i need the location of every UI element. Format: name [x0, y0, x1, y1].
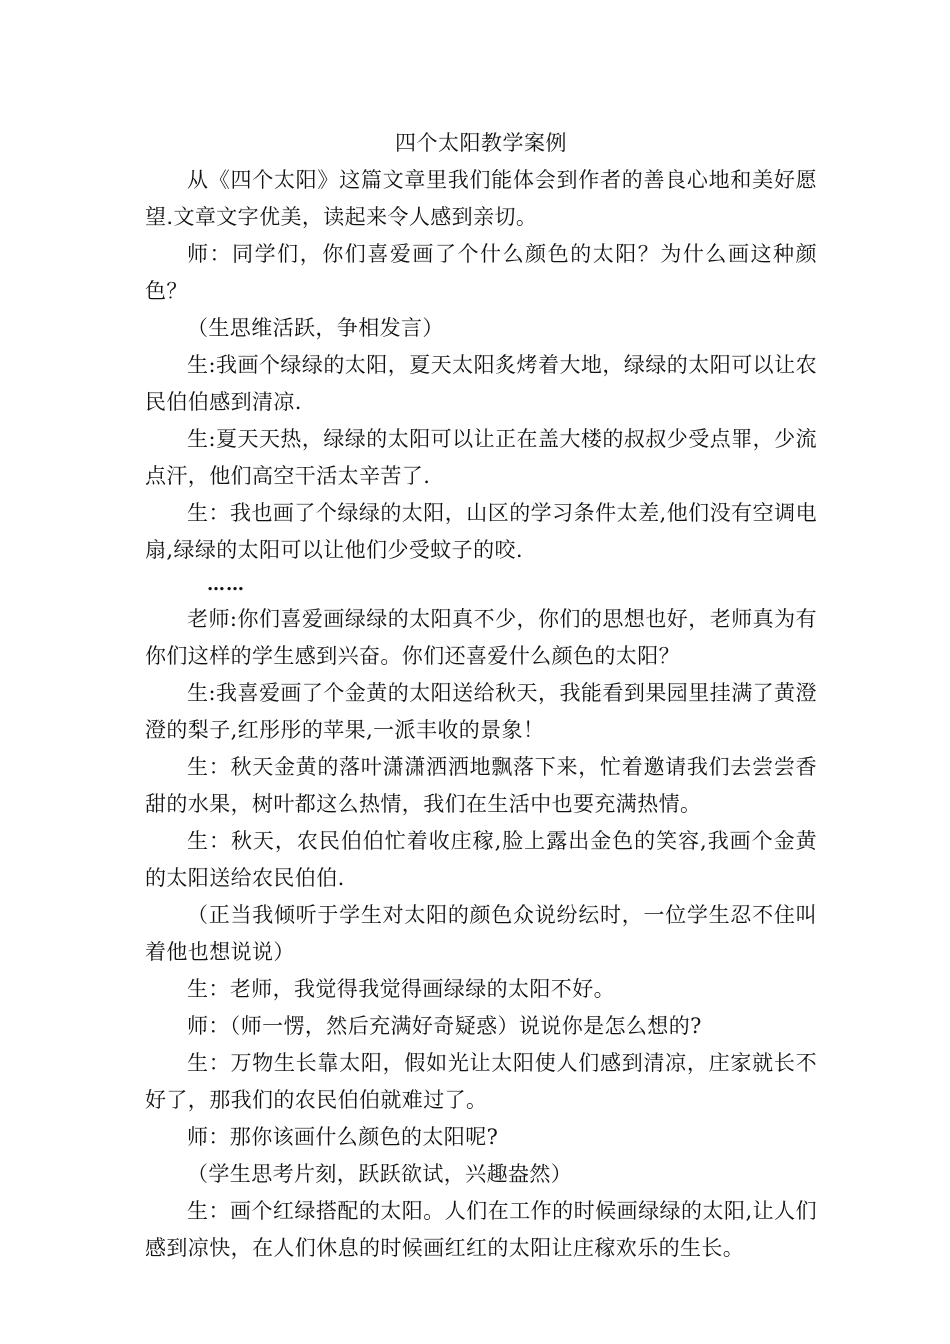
document-body: [145, 124, 817, 1267]
paragraph-teacher: 师：那你该画什么颜色的太阳呢?: [187, 1125, 499, 1149]
paragraph-teacher: 师：（师一愣，然后充满好奇疑惑）说说你是怎么想的?: [187, 1014, 702, 1038]
paragraph-note: （正当我倾听于学生对太阳的颜色众说纷纭时，一位学生忍不住叫着他也想说说）: [145, 903, 817, 964]
paragraph-note: （生思维活跃，争相发言）: [187, 316, 444, 340]
ellipsis: ……: [207, 574, 245, 595]
paragraph-student: 生:我喜爱画了个金黄的太阳送给秋天，我能看到果园里挂满了黄澄澄的梨子,红彤彤的苹果,一派丰收的景象！: [145, 681, 817, 742]
document-title: 四个太阳教学案例: [395, 131, 567, 155]
paragraph-student: 生：秋天金黄的落叶潇潇洒洒地飘落下来，忙着邀请我们去尝尝香甜的水果，树叶都这么热情，我们在生活中也要充满热情。: [145, 755, 817, 816]
paragraph-student: 生:我画个绿绿的太阳，夏天太阳炙烤着大地，绿绿的太阳可以让农民伯伯感到清凉.: [145, 353, 817, 414]
paragraph-note: （学生思考片刻，跃跃欲试，兴趣盎然）: [187, 1162, 573, 1186]
paragraph-student: 生：我也画了个绿绿的太阳，山区的学习条件太差,他们没有空调电扇,绿绿的太阳可以让他们少受蚊子的咬.: [145, 501, 817, 562]
paragraph-teacher-question: 师：同学们，你们喜爱画了个什么颜色的太阳？为什么画这种颜色？: [145, 242, 817, 303]
paragraph-student: 生：老师，我觉得我觉得画绿绿的太阳不好。: [187, 977, 615, 1001]
paragraph-intro: 从《四个太阳》这篇文章里我们能体会到作者的善良心地和美好愿望.文章文字优美，读起来令人感到亲切。: [145, 168, 817, 229]
paragraph-student: 生：秋天，农民伯伯忙着收庄稼,脸上露出金色的笑容,我画个金黄的太阳送给农民伯伯.: [145, 829, 817, 890]
paragraph-student: 生:夏天天热，绿绿的太阳可以让正在盖大楼的叔叔少受点罪，少流点汗，他们高空干活太辛苦了.: [145, 427, 817, 488]
paragraph-student: 生：画个红绿搭配的太阳。人们在工作的时候画绿绿的太阳,让人们感到凉快，在人们休息的时候画红红的太阳让庄稼欢乐的生长。: [145, 1199, 817, 1260]
paragraph-student: 生：万物生长靠太阳，假如光让太阳使人们感到清凉，庄家就长不好了，那我们的农民伯伯就难过了。: [145, 1051, 817, 1112]
paragraph-teacher: 老师:你们喜爱画绿绿的太阳真不少，你们的思想也好，老师真为有你们这样的学生感到兴奋。你们还喜爱什么颜色的太阳？: [145, 607, 817, 668]
